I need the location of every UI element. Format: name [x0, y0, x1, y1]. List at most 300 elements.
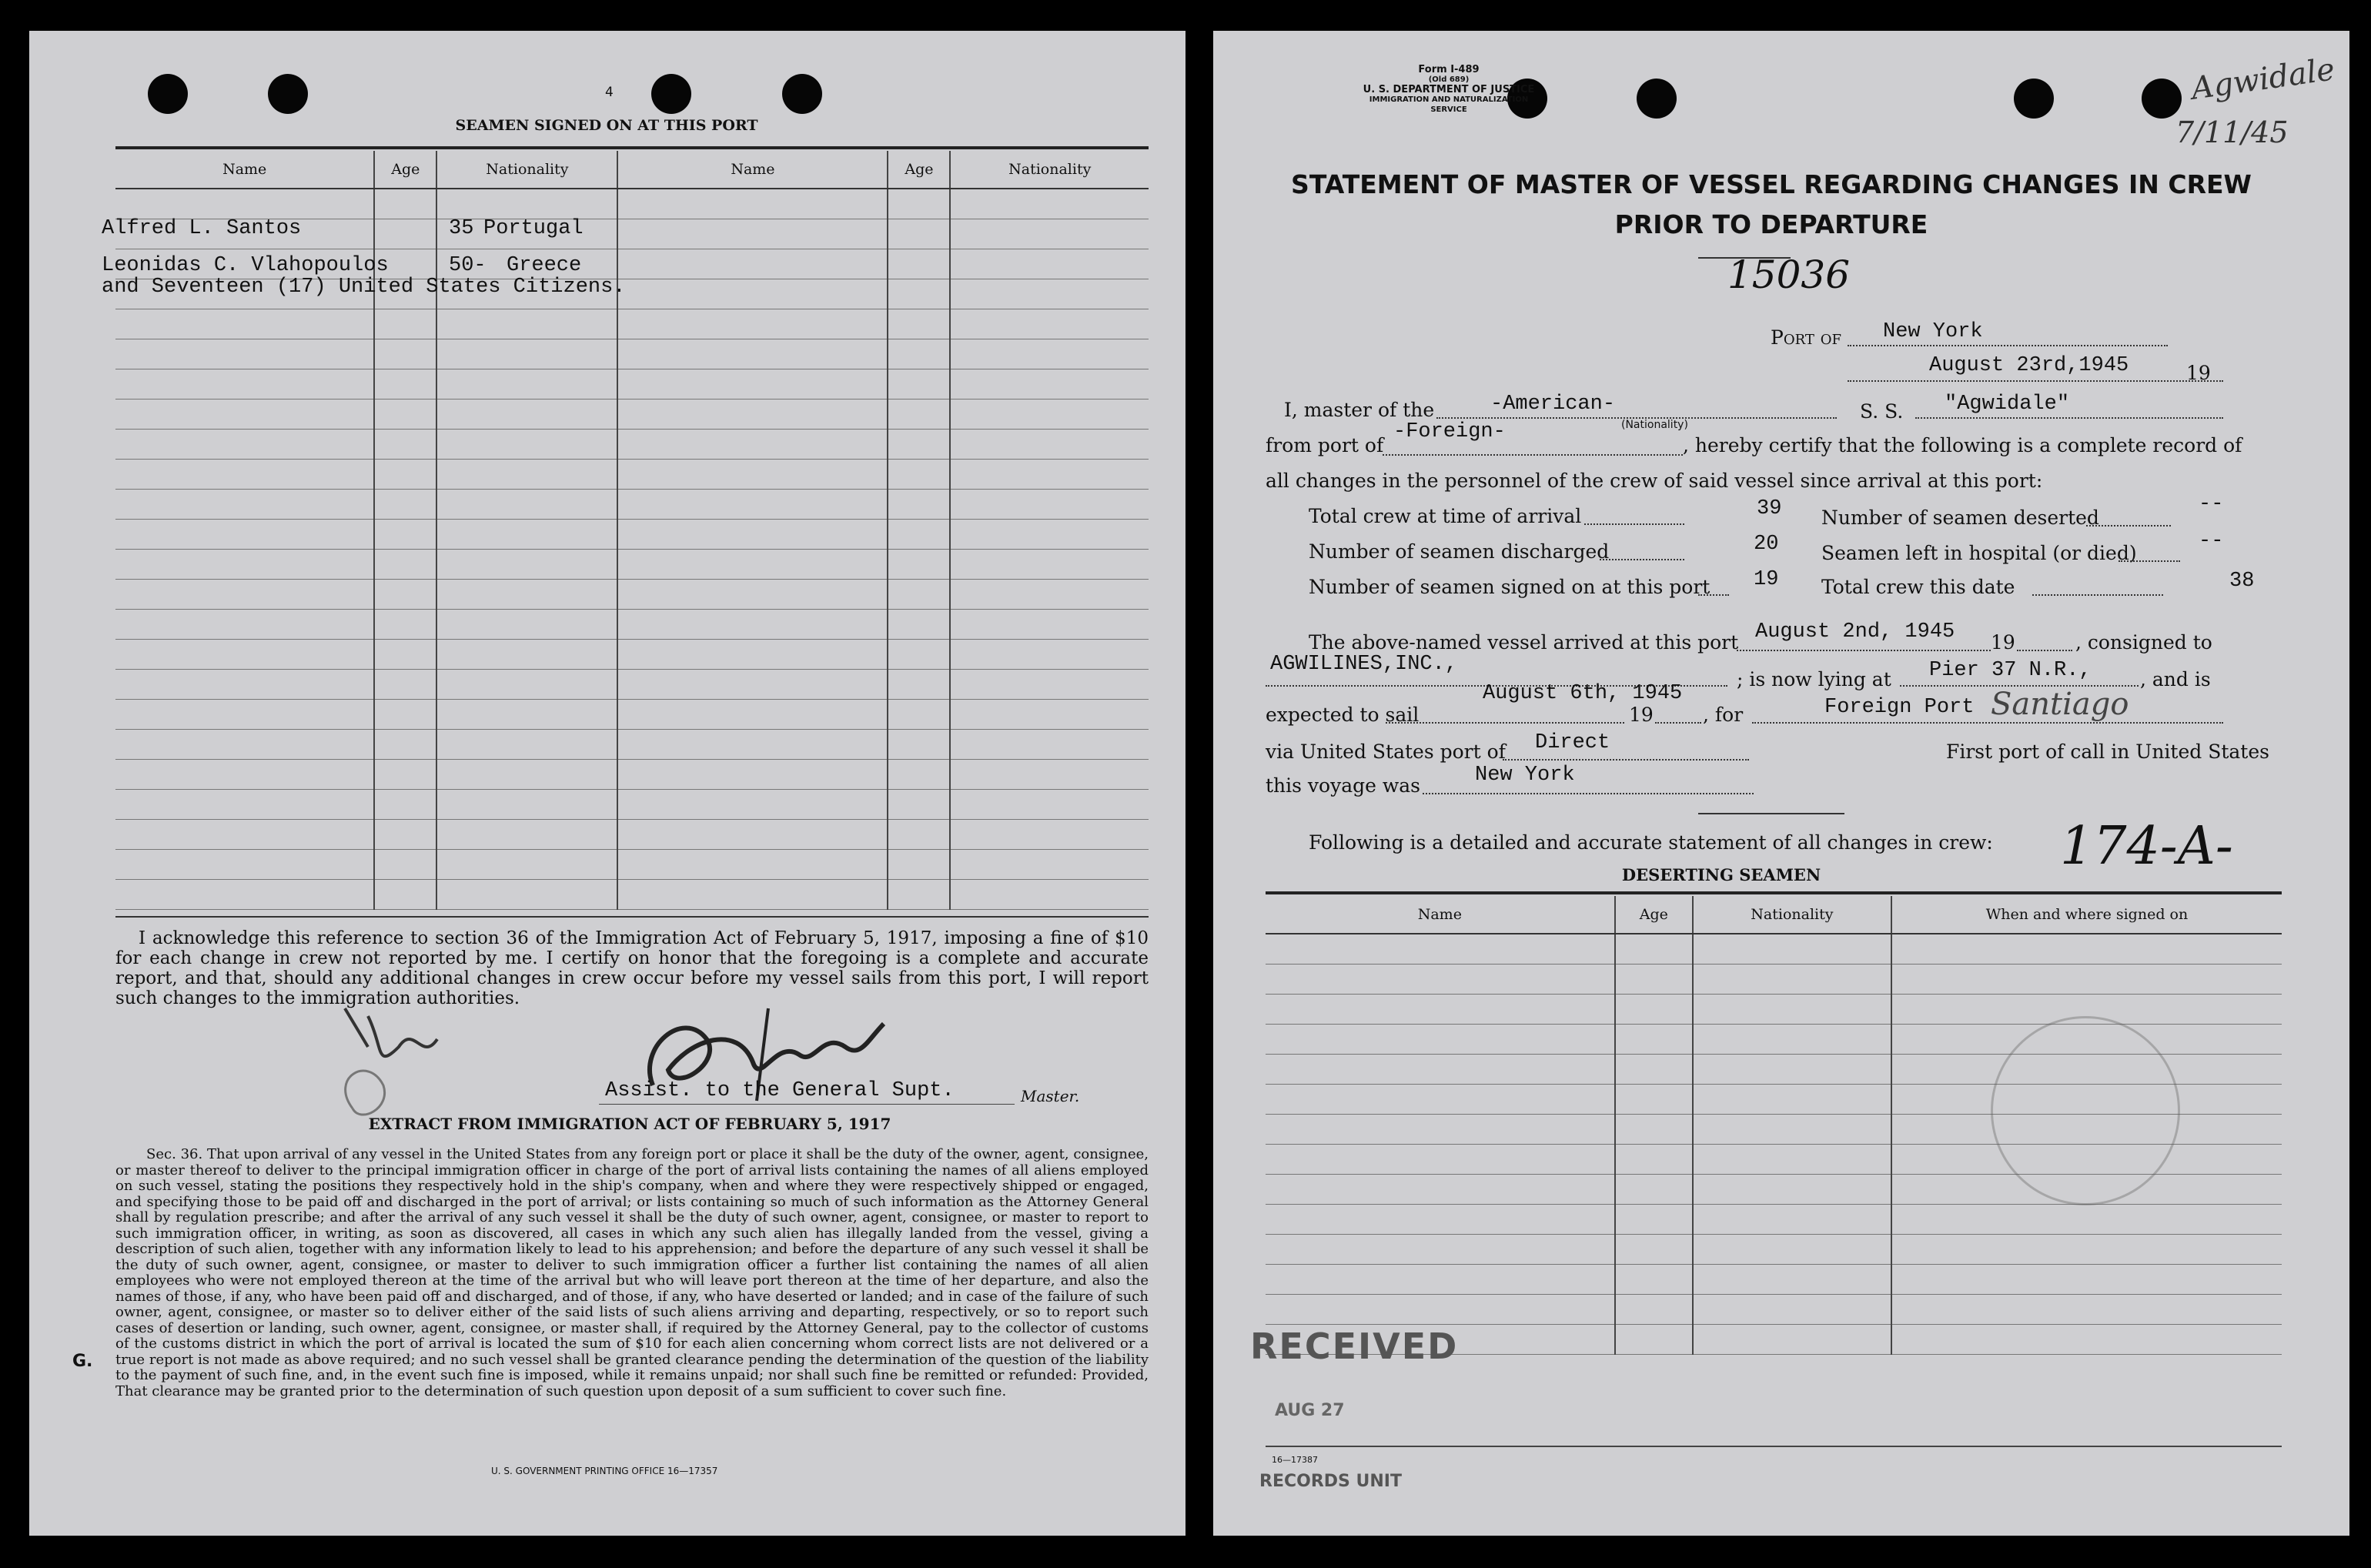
table-cell: [1693, 965, 1891, 995]
stat-hospital-value: --: [2199, 530, 2224, 553]
col-name-2: Name: [617, 151, 888, 189]
form-header: [1356, 65, 1541, 115]
margin-letter: G.: [72, 1352, 93, 1371]
table-cell: [374, 640, 436, 670]
table-cell: [115, 790, 374, 820]
table-cell: [374, 400, 436, 430]
table-cell: [436, 369, 617, 400]
table-cell: [1693, 1175, 1891, 1205]
col-nationality: Nationality: [436, 151, 617, 189]
table-cell: [374, 460, 436, 490]
stat-discharged-value: 20: [1754, 533, 1779, 556]
table-cell: [888, 790, 950, 820]
table-cell: [617, 730, 888, 760]
arrived-suffix: 19: [1991, 631, 2015, 654]
table-cell: [436, 490, 617, 520]
table-cell: [1693, 1205, 1891, 1235]
dots: [2119, 560, 2180, 562]
table-cell: [436, 189, 617, 219]
master-label: Master.: [1021, 1087, 1080, 1105]
table-cell: [888, 520, 950, 550]
table-cell: [1615, 1295, 1693, 1325]
stat-deserted-value: --: [2199, 493, 2224, 516]
sail-date-line: [1386, 722, 1624, 724]
ss-label: S. S.: [1860, 400, 1904, 423]
stat-total-label: Total crew this date: [1821, 576, 2015, 598]
table-cell: [950, 700, 1149, 730]
table-cell: [888, 580, 950, 610]
punch-hole: [2142, 79, 2182, 119]
page-number: 4: [605, 85, 614, 100]
table-cell: [1266, 934, 1615, 965]
table-cell: [617, 309, 888, 339]
table-cell: [1891, 934, 2282, 965]
printer-line: U. S. GOVERNMENT PRINTING OFFICE 16—17357: [491, 1466, 718, 1476]
table-row: [115, 670, 1149, 700]
table-cell: [1615, 1325, 1693, 1355]
table-cell: [950, 339, 1149, 369]
form-title: [1259, 165, 2283, 245]
table-cell: [374, 610, 436, 640]
stat-total-value: 38: [2229, 570, 2255, 593]
title-line-1: STATEMENT OF MASTER OF VESSEL REGARDING CHANGES IN CREW: [1291, 169, 2252, 199]
punch-hole: [148, 74, 188, 114]
table-cell: [115, 339, 374, 369]
changes-text: all changes in the personnel of the crew of said vessel since arrival at this port:: [1266, 470, 2043, 492]
table-cell: [436, 820, 617, 850]
table-cell: [115, 550, 374, 580]
handwritten-code: 174-A-: [2060, 816, 2233, 877]
sail-date: August 6th, 1945: [1483, 682, 1683, 705]
section-title: SEAMEN SIGNED ON AT THIS PORT: [455, 117, 758, 134]
expected-label: expected to sail: [1266, 704, 1420, 726]
table-cell: [888, 760, 950, 790]
entry-nationality: Portugal: [483, 217, 584, 240]
table-cell: [115, 369, 374, 400]
deserting-title: DESERTING SEAMEN: [1621, 865, 1821, 884]
punch-hole: [2014, 79, 2054, 119]
dots: [2086, 525, 2171, 527]
table-cell: [374, 700, 436, 730]
master-of-label: I, master of the: [1284, 399, 1435, 421]
via-line: [1503, 759, 1749, 761]
table-cell: [950, 400, 1149, 430]
table-cell: [888, 219, 950, 249]
table-cell: [374, 490, 436, 520]
faint-seal: [1991, 1016, 2180, 1205]
table-cell: [950, 670, 1149, 700]
table-row: [1266, 1205, 2282, 1235]
table-cell: [1266, 965, 1615, 995]
col-nationality-2: Nationality: [950, 151, 1149, 189]
dots: [2032, 594, 2163, 596]
pier: Pier 37 N.R.,: [1929, 659, 2092, 682]
form-number: Form I-489: [1418, 64, 1480, 75]
stat-signed-value: 19: [1754, 568, 1779, 591]
table-cell: [888, 400, 950, 430]
dots: [1698, 594, 1729, 596]
stat-discharged-label: Number of seamen discharged: [1309, 540, 1610, 563]
table-cell: [617, 550, 888, 580]
table-cell: [888, 249, 950, 279]
table-cell: [374, 670, 436, 700]
col-age-2: Age: [888, 151, 950, 189]
table-row: [115, 700, 1149, 730]
table-bottom-rule: [115, 916, 1149, 918]
table-cell: [950, 880, 1149, 910]
table-cell: [374, 369, 436, 400]
table-cell: [888, 610, 950, 640]
table-cell: [617, 279, 888, 309]
table-cell: [374, 820, 436, 850]
table-cell: [115, 760, 374, 790]
table-cell: [436, 550, 617, 580]
table-cell: [1266, 1115, 1615, 1145]
consigned-label: , consigned to: [2075, 631, 2212, 654]
table-cell: [1615, 1205, 1693, 1235]
table-row: [115, 339, 1149, 369]
table-row: [115, 460, 1149, 490]
table-cell: [950, 610, 1149, 640]
table-cell: [115, 730, 374, 760]
table-cell: [888, 189, 950, 219]
lying-label: ; is now lying at: [1737, 668, 1891, 690]
table-cell: [950, 760, 1149, 790]
department: U. S. DEPARTMENT OF JUSTICE: [1363, 84, 1535, 95]
table-cell: [374, 430, 436, 460]
table-cell: [436, 670, 617, 700]
table-cell: [374, 790, 436, 820]
table-row: [1266, 1265, 2282, 1295]
nationality-caption: (Nationality): [1621, 419, 1688, 431]
table-cell: [115, 400, 374, 430]
table-cell: [115, 700, 374, 730]
punch-hole: [782, 74, 822, 114]
table-row: [115, 490, 1149, 520]
table-cell: [1891, 1205, 2282, 1235]
dots: [1600, 559, 1684, 560]
table-cell: [617, 640, 888, 670]
table-cell: [1891, 1325, 2282, 1355]
title-line-2: PRIOR TO DEPARTURE: [1614, 209, 1928, 239]
table-cell: [374, 189, 436, 219]
table-cell: [115, 309, 374, 339]
vessel-line: [1915, 417, 2223, 419]
table-cell: [436, 850, 617, 880]
table-row: [1266, 965, 2282, 995]
table-cell: [436, 880, 617, 910]
table-cell: [617, 369, 888, 400]
stat-arrival-value: 39: [1757, 497, 1782, 520]
table-cell: [1891, 1265, 2282, 1295]
table-cell: [617, 610, 888, 640]
table-cell: [617, 219, 888, 249]
table-cell: [1266, 1145, 1615, 1175]
year-line: [1655, 722, 1701, 724]
table-cell: [617, 339, 888, 369]
table-row: [115, 640, 1149, 670]
table-cell: [950, 580, 1149, 610]
table-cell: [1266, 1205, 1615, 1235]
from-port-label: from port of: [1266, 434, 1384, 456]
table-cell: [436, 520, 617, 550]
table-cell: [950, 430, 1149, 460]
table-cell: [617, 700, 888, 730]
table-cell: [374, 339, 436, 369]
arrived-line: [1737, 650, 1991, 651]
file-number-rule: [1698, 257, 1791, 259]
from-port-line: [1383, 454, 1683, 456]
table-cell: [617, 850, 888, 880]
header-rule: [115, 146, 1149, 149]
stat-deserted-label: Number of seamen deserted: [1821, 507, 2099, 529]
acknowledgement-text: I acknowledge this reference to section 36 of the Immigration Act of February 5, 1917, imposing a fine of $10 for each change in crew not reported by me. I certify on honor that the foregoing is a complete and accurate report, and that, should any additional changes in crew occur before my vessel sails from this port, I will report such changes to the immigration authorities.: [115, 928, 1149, 1008]
from-port-value: -Foreign-: [1393, 420, 1506, 443]
nationality-value: -American-: [1490, 393, 1616, 416]
entry-note: and Seventeen (17) United States Citizens.: [102, 276, 626, 299]
via-label: via United States port of: [1266, 741, 1506, 763]
file-number: 15036: [1727, 252, 1851, 297]
table-cell: [1615, 1265, 1693, 1295]
footer-code: 16—17387: [1272, 1455, 1318, 1465]
table-cell: [374, 880, 436, 910]
table-cell: [1891, 1295, 2282, 1325]
table-cell: [950, 850, 1149, 880]
vessel-name: "Agwidale": [1945, 393, 2070, 416]
table-cell: [374, 730, 436, 760]
for-label: , for: [1703, 704, 1744, 726]
signer-title: Assist. to the General Supt.: [605, 1079, 955, 1102]
following-text: Following is a detailed and accurate statement of all changes in crew:: [1309, 831, 1993, 854]
table-cell: [374, 850, 436, 880]
table-cell: [950, 820, 1149, 850]
table-cell: [888, 640, 950, 670]
entry-age: 50-: [449, 254, 487, 277]
table-cell: [617, 430, 888, 460]
table-cell: [888, 550, 950, 580]
table-cell: [436, 430, 617, 460]
date-suffix: 19: [2186, 362, 2211, 384]
table-cell: [1266, 1175, 1615, 1205]
table-cell: [436, 760, 617, 790]
first-call-label: First port of call in United States: [1946, 741, 2269, 763]
destination-line: [1752, 722, 2223, 724]
table-row: [115, 400, 1149, 430]
table-cell: [950, 790, 1149, 820]
table-row: [115, 880, 1149, 910]
table-cell: [1615, 1175, 1693, 1205]
table-row: [115, 550, 1149, 580]
port-label: Port of: [1771, 326, 1842, 349]
table-cell: [950, 309, 1149, 339]
short-rule: [1698, 813, 1844, 814]
table-cell: [374, 219, 436, 249]
table-cell: [888, 880, 950, 910]
table-cell: [1266, 995, 1615, 1025]
table-cell: [888, 460, 950, 490]
voyage-value: New York: [1475, 764, 1575, 787]
table-cell: [115, 430, 374, 460]
table-cell: [1693, 995, 1891, 1025]
table-cell: [436, 580, 617, 610]
table-cell: [950, 189, 1149, 219]
table-row: [1266, 995, 2282, 1025]
table-row: [115, 430, 1149, 460]
port-value: New York: [1883, 320, 1983, 343]
extract-text: Sec. 36. That upon arrival of any vessel in the United States from any foreign port or place it shall be the duty of the owner, agent, consignee, or master thereof to deliver to the principal immigration officer in charge of the port of arrival lists containing the names of all aliens employed on such vessel, stating the positions they respectively hold in the ship's company, when and where they were respectively shipped or engaged, and specifying those to be paid off and discharged in the port of arrival; or lists containing so much of such information as the Attorney General shall by regulation prescribe; and after the arrival of any such vessel it shall be the duty of such owner, agent, consignee, or master to report to such immigration officer, in writing, as soon as discovered, all cases in which any such alien has illegally landed from the vessel, giving a description of such alien, together with any information likely to lead to his apprehension; and before the departure of any such vessel it shall be the duty of such owner, agent, consignee, or master to deliver to such immigration officer a further list containing the names of all alien employees who were not employed thereon at the time of the arrival but who will leave port thereon at the time of her departure, and also the names of those, if any, who have been paid off and discharged, and of those, if any, who have deserted or landed; and in case of the failure of such owner, agent, consignee, or master so to deliver either of the said lists of such aliens arriving and departing, respectively, or so to report such cases of desertion or landing, such owner, agent, consignee, or master shall, if required by the Attorney General, pay to the collector of customs of the customs district in which the port of arrival is located the sum of $10 for each alien concerning whom correct lists are not delivered or a true report is not made as above required; and no such vessel shall be granted clearance pending the determination of the question of the liability to the payment of such fine, and, in the event such fine is imposed, while it remains unpaid; nor shall such fine be remitted or refunded: Provided, That clearance may be granted prior to the determination of such question upon deposit of a sum sufficient to cover such fine.: [115, 1146, 1149, 1399]
received-stamp: RECEIVED: [1250, 1326, 1459, 1367]
table-cell: [374, 309, 436, 339]
table-cell: [617, 880, 888, 910]
via-value: Direct: [1535, 731, 1610, 754]
table-cell: [888, 700, 950, 730]
table-cell: [1266, 1055, 1615, 1085]
table-cell: [1615, 934, 1693, 965]
col-when-where: When and where signed on: [1891, 896, 2282, 934]
table-cell: [1266, 1295, 1615, 1325]
consignee: AGWILINES,INC.,: [1270, 653, 1458, 676]
deserting-rule: [1266, 891, 2282, 894]
stat-hospital-label: Seamen left in hospital (or died): [1821, 542, 2137, 564]
table-cell: [950, 219, 1149, 249]
table-cell: [617, 520, 888, 550]
table-row: [1266, 934, 2282, 965]
table-cell: [888, 309, 950, 339]
table-cell: [888, 279, 950, 309]
col-nationality: Nationality: [1693, 896, 1891, 934]
col-age: Age: [1615, 896, 1693, 934]
table-row: [115, 520, 1149, 550]
table-cell: [950, 279, 1149, 309]
voyage-line: [1423, 793, 1754, 794]
table-cell: [617, 400, 888, 430]
stat-arrival-label: Total crew at time of arrival: [1309, 505, 1582, 527]
table-cell: [1693, 1325, 1891, 1355]
table-cell: [1693, 1055, 1891, 1085]
table-cell: [115, 610, 374, 640]
table-cell: [1693, 1145, 1891, 1175]
table-row: [115, 189, 1149, 219]
table-cell: [1266, 1085, 1615, 1115]
table-cell: [1615, 1025, 1693, 1055]
table-cell: [436, 640, 617, 670]
left-page: [29, 31, 1186, 1536]
table-cell: [888, 490, 950, 520]
entry-nationality: Greece: [507, 254, 582, 277]
entry-name: Leonidas C. Vlahopoulos: [102, 254, 389, 277]
table-cell: [617, 670, 888, 700]
punch-hole: [1637, 79, 1677, 119]
table-cell: [115, 189, 374, 219]
date-line: [1848, 380, 2223, 382]
table-row: [115, 850, 1149, 880]
date-value: August 23rd,1945: [1929, 354, 2129, 377]
table-cell: [436, 339, 617, 369]
table-cell: [1891, 1235, 2282, 1265]
table-row: [115, 309, 1149, 339]
table-cell: [1266, 1025, 1615, 1055]
table-cell: [1266, 1235, 1615, 1265]
table-cell: [1693, 934, 1891, 965]
table-row: [115, 369, 1149, 400]
table-row: [1266, 1235, 2282, 1265]
punch-hole: [651, 74, 691, 114]
table-cell: [436, 400, 617, 430]
stat-signed-label: Number of seamen signed on at this port: [1309, 576, 1711, 598]
table-cell: [115, 880, 374, 910]
table-cell: [1693, 1295, 1891, 1325]
table-cell: [888, 670, 950, 700]
table-cell: [115, 670, 374, 700]
table-cell: [1891, 965, 2282, 995]
table-cell: [950, 640, 1149, 670]
table-cell: [1615, 1145, 1693, 1175]
table-cell: [950, 520, 1149, 550]
table-cell: [115, 820, 374, 850]
table-cell: [950, 369, 1149, 400]
table-cell: [617, 820, 888, 850]
table-cell: [374, 760, 436, 790]
initials-mark: [322, 1001, 499, 1132]
arrived-value: August 2nd, 1945: [1755, 620, 1955, 644]
table-cell: [436, 730, 617, 760]
table-cell: [617, 760, 888, 790]
extract-title: EXTRACT FROM IMMIGRATION ACT OF FEBRUARY 5, 1917: [368, 1115, 891, 1133]
table-cell: [1693, 1265, 1891, 1295]
handwritten-date: 7/11/45: [2175, 115, 2289, 149]
table-cell: [888, 850, 950, 880]
table-cell: [888, 820, 950, 850]
arrived-label: The above-named vessel arrived at this port: [1309, 631, 1739, 654]
table-cell: [617, 580, 888, 610]
certify-text: , hereby certify that the following is a complete record of: [1683, 434, 2242, 456]
bottom-rule: [1266, 1446, 2282, 1447]
handwritten-vessel: Agwidale: [2189, 52, 2337, 107]
table-cell: [115, 580, 374, 610]
punch-hole: [268, 74, 308, 114]
table-cell: [374, 580, 436, 610]
table-cell: [950, 730, 1149, 760]
table-cell: [1615, 1235, 1693, 1265]
table-row: [115, 820, 1149, 850]
table-cell: [617, 249, 888, 279]
table-cell: [115, 490, 374, 520]
table-cell: [617, 460, 888, 490]
table-cell: [1693, 1115, 1891, 1145]
table-cell: [374, 550, 436, 580]
table-cell: [950, 550, 1149, 580]
table-cell: [436, 790, 617, 820]
table-cell: [436, 460, 617, 490]
entry-name: Alfred L. Santos: [102, 217, 302, 240]
table-row: [1266, 1295, 2282, 1325]
table-cell: [617, 189, 888, 219]
table-cell: [1693, 1235, 1891, 1265]
table-row: [115, 730, 1149, 760]
table-cell: [617, 490, 888, 520]
table-cell: [436, 610, 617, 640]
sail-suffix: 19: [1629, 704, 1654, 726]
table-cell: [950, 490, 1149, 520]
destination: Foreign Port: [1824, 696, 1975, 719]
table-cell: [115, 640, 374, 670]
col-name: Name: [1266, 896, 1615, 934]
table-row: [115, 790, 1149, 820]
table-cell: [1615, 1085, 1693, 1115]
port-line: [1848, 345, 2168, 346]
table-cell: [950, 249, 1149, 279]
table-cell: [1615, 1055, 1693, 1085]
